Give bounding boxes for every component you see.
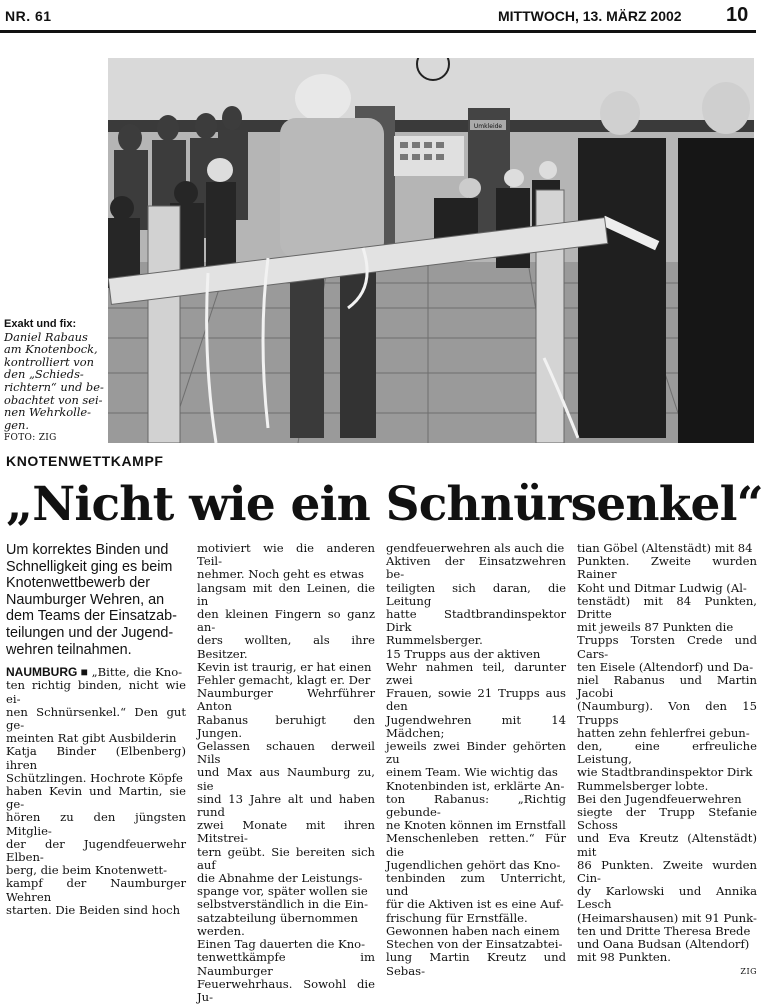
photo-credit: FOTO: ZIG xyxy=(4,433,57,444)
article-column-2: motiviert wie die anderen Teil- nehmer. Noch geht es etwas langsam mit den Leinen, die in den kleinen Fingern so ganz an- ders wollten, als ihre Besitzer. Kevin ist traurig, er hat einen Fehler gemacht, klagt er. Der Naumburger Wehrführer Anton Rabanus beruhigt den Jungen. Gelassen schauen derweil Nils und Max aus Naumburg zu, sie sind 13 Jahre alt und haben rund zwei Monate mit ihren Mitstrei- tern geübt. Sie bereiten sich auf die Abnahme der Leistungs- spange vor, später wollen sie selbstverständlich in die Ein- satzabteilung übernommen werden. Einen Tag dauerten die Kno- tenwettkämpfe im Naumburger Feuerwehrhaus. Sowohl die Ju- xyxy=(197,541,375,1004)
caption-body: Daniel Rabaus am Knotenbock, kontrolliert von den „Schieds- richtern“ und be- obachtet von sei- nen Wehrkolle- gen. xyxy=(4,329,104,432)
article-dateline: NAUMBURG ■ xyxy=(6,665,88,680)
photo-caption xyxy=(4,318,106,445)
sign-text: Umkleide xyxy=(473,123,503,130)
article-headline: „Nicht wie ein Schnürsenkel“ xyxy=(6,477,763,532)
article-photo xyxy=(108,58,754,443)
issue-number: NR. 61 xyxy=(5,8,52,24)
header-rule xyxy=(0,30,756,33)
author-signature: ZIG xyxy=(740,967,757,977)
article-column-4 xyxy=(577,541,757,977)
column-4-text: tian Göbel (Altenstädt) mit 84 Punkten. Zweite wurden Rainer Koht und Ditmar Ludwig (Al- tenstädt) mit 84 Punkten, Dritte mit jeweils 87 Punkten die Trupps Torsten Crede und Cars- ten Eisele (Altendorf) und Da- niel Rabanus und Martin Jacobi (Naumburg). Von den 15 Trupps hatten zehn fehlerfrei gebun- den, eine erfreuliche Leistung, wie Stadtbrandinspektor Dirk Rummelsberger lobte. Bei den Jugendfeuerwehren siegte der Trupp Stefanie Schoss und Eva Kreutz (Altenstädt) mit 86 Punkten. Zweite wurden Cin- dy Karlowski und Annika Lesch (Heimarshausen) mit 91 Punk- ten und Dritte Theresa Brede und Oana Budsan (Altendorf) mit 98 Punkten. xyxy=(577,541,757,965)
article-lead: Um korrektes Binden und Schnelligkeit ging es beim Knotenwettbewerb der Naumburger Wehren, an dem Teams der Einsatzab- teilungen und der Jugend- wehren teilnahmen. xyxy=(6,542,177,658)
article-column-1 xyxy=(6,542,186,917)
article-kicker: KNOTENWETTKAMPF xyxy=(6,453,164,469)
column-1-text: „Bitte, die Kno- ten richtig binden, nicht wie ei- nen Schnürsenkel.“ Den gut ge- meinten Rat gibt Ausbilderin Katja Binder (Elbenberg) ihren Schützlingen. Hochrote Köpfe haben Kevin und Martin, sie ge- hören zu den jüngsten Mitglie- der der Jugendfeuerwehr Elben- berg, die beim Knotenwett- kampf der Naumburger Wehren starten. Die Beiden sind hoch xyxy=(6,665,186,917)
photo-firefighters-knot-competition-icon xyxy=(108,58,754,443)
issue-date: MITTWOCH, 13. MÄRZ 2002 xyxy=(498,8,682,24)
page-number: 10 xyxy=(726,4,749,26)
caption-title: Exakt und fix: xyxy=(4,318,77,330)
article-column-3: gendfeuerwehren als auch die Aktiven der Einsatzwehren be- teiligten sich daran, die Leitung hatte Stadtbrandinspektor Dirk Rummelsberger. 15 Trupps aus der aktiven Wehr nahmen teil, darunter zwei Frauen, sowie 21 Trupps aus den Jugendwehren mit 14 Mädchen; jeweils zwei Binder gehörten zu einem Team. Wie wichtig das Knotenbinden ist, erklärte An- ton Rabanus: „Richtig gebunde- ne Knoten können im Ernstfall Menschenleben retten.“ Für die Jugendlichen gehört das Kno- tenbinden zum Unterricht, und für die Aktiven ist es eine Auf- frischung für Ernstfälle. Gewonnen haben nach einem Stechen von der Einsatzabtei- lung Martin Kreutz und Sebas- xyxy=(386,541,566,978)
